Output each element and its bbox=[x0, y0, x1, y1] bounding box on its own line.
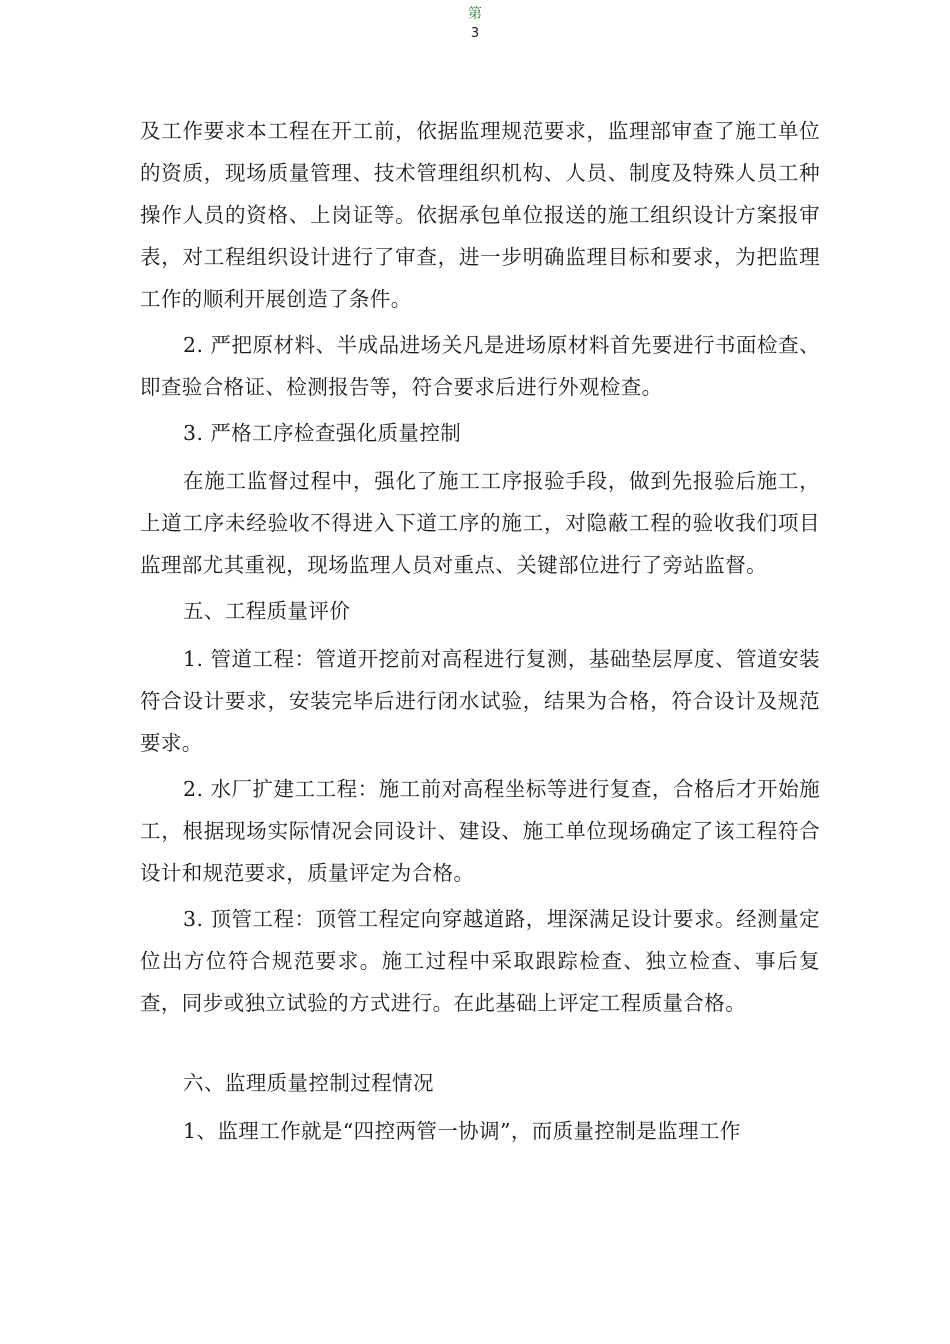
document-body bbox=[140, 110, 820, 1156]
paragraph-material-inspection: 2. 严把原材料、半成品进场关凡是进场原材料首先要进行书面检查、即查验合格证、检测报告等，符合要求后进行外观检查。 bbox=[140, 333, 820, 399]
section-heading-quality-control: 六、监理质量控制过程情况 bbox=[183, 1071, 434, 1095]
paragraph-supervision-work: 1、监理工作就是“四控两管一协调”，而质量控制是监理工作 bbox=[183, 1119, 741, 1143]
header-word: 第 bbox=[468, 6, 482, 22]
paragraph-waterworks-expansion: 2. 水厂扩建工工程：施工前对高程坐标等进行复查，合格后才开始施工，根据现场实际情况会同设计、建设、施工单位现场确定了该工程符合设计和规范要求，质量评定为合格。 bbox=[140, 777, 820, 885]
heading-process-inspection: 3. 严格工序检查强化质量控制 bbox=[183, 421, 462, 445]
page-header bbox=[0, 4, 950, 44]
section-heading-quality-evaluation: 五、工程质量评价 bbox=[183, 599, 351, 623]
paragraph-pipeline-engineering: 1. 管道工程：管道开挖前对高程进行复测，基础垫层厚度、管道安装符合设计要求，安装完毕后进行闭水试验，结果为合格，符合设计及规范要求。 bbox=[140, 647, 820, 755]
page-number: 3 bbox=[470, 26, 480, 41]
paragraph-qualification-review: 及工作要求本工程在开工前，依据监理规范要求，监理部审查了施工单位的资质，现场质量管理、技术管理组织机构、人员、制度及特殊人员工种操作人员的资格、上岗证等。依据承包单位报送的施工组织设计方案报审表，对工程组织设计进行了审查，进一步明确监理目标和要求，为把监理工作的顺利开展创造了条件。 bbox=[140, 119, 820, 311]
paragraph-pipe-jacking: 3. 顶管工程：顶管工程定向穿越道路，埋深满足设计要求。经测量定位出方位符合规范要求。施工过程中采取跟踪检查、独立检查、事后复查，同步或独立试验的方式进行。在此基础上评定工程质量合格。 bbox=[140, 907, 820, 1015]
paragraph-supervision-process: 在施工监督过程中，强化了施工工序报验手段，做到先报验后施工，上道工序未经验收不得进入下道工序的施工，对隐蔽工程的验收我们项目监理部尤其重视，现场监理人员对重点、关键部位进行了旁站监督。 bbox=[140, 469, 820, 577]
